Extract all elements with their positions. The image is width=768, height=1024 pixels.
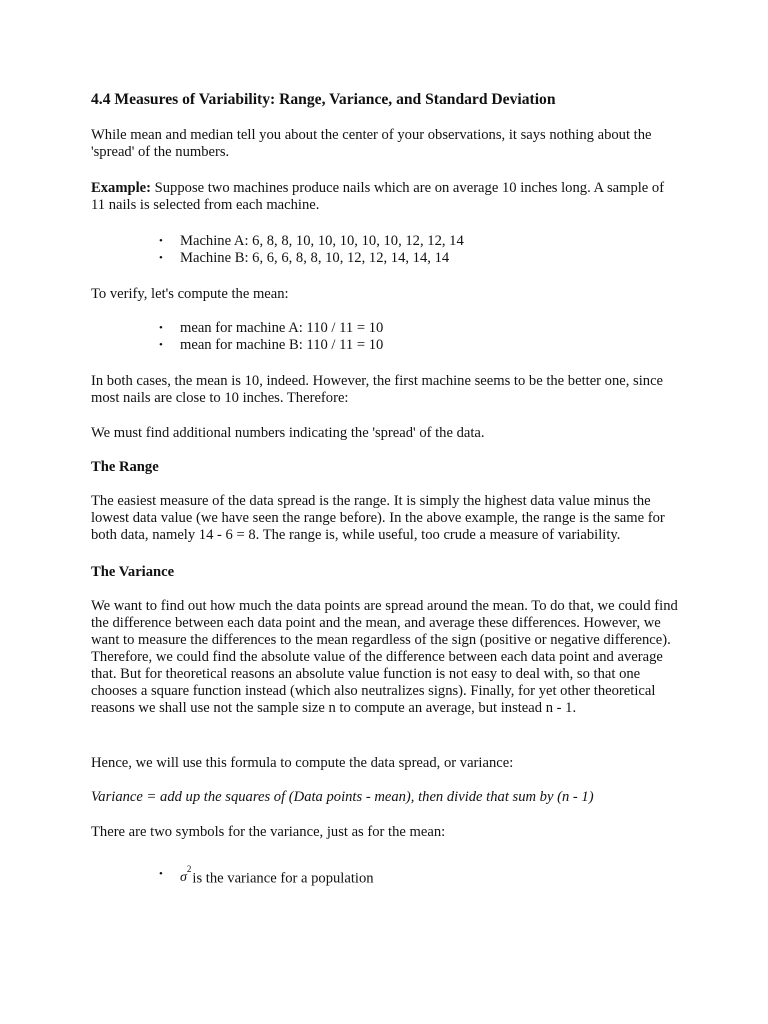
symbols-list [91, 864, 651, 887]
machine-b-text: Machine B: 6, 6, 6, 8, 8, 10, 12, 12, 14, 14, 14 [180, 250, 450, 266]
bullet-icon: • [159, 339, 163, 351]
example-label: Example: [91, 180, 151, 196]
machines-list [91, 233, 651, 267]
both-cases-paragraph: In both cases, the mean is 10, indeed. However, the first machine seems to be the better one, since most nails are close to 10 inches. Therefore: [91, 373, 664, 406]
variance-paragraph: We want to find out how much the data points are spread around the mean. To do that, we could find the difference between each data point and the mean, and average these differences. However, we want to measure the differences to the mean regardless of the sign (positive or negative difference). Therefore, we could find the absolute value of the difference between each data point and average that. But for theoretical reasons an absolute value function is not easy to deal with, so that one chooses a square function instead (which also neutralizes signs). Finally, for yet other theoretical reasons we shall use not the sample size n to compute an average, but instead n - 1. [91, 598, 678, 716]
verify-paragraph: To verify, let's compute the mean: [91, 286, 289, 302]
range-paragraph: The easiest measure of the data spread is the range. It is simply the highest data value minus the lowest data value (we have seen the range before). In the above example, the range is the same for both data, namely 14 - 6 = 8. The range is, while useful, too crude a measure of variability. [91, 493, 665, 543]
intro-paragraph: While mean and median tell you about the center of your observations, it says nothing about the 'spread' of the numbers. [91, 127, 652, 160]
sigma-exponent: 2 [186, 864, 192, 874]
means-list [91, 320, 651, 354]
list-item [91, 250, 651, 267]
hence-paragraph: Hence, we will use this formula to compute the data spread, or variance: [91, 755, 514, 771]
bullet-icon: • [159, 235, 163, 247]
population-variance-text: is the variance for a population [192, 870, 374, 887]
list-item [91, 337, 651, 354]
sigma-squared-symbol [180, 864, 192, 885]
symbols-intro-paragraph: There are two symbols for the variance, just as for the mean: [91, 824, 446, 840]
example-text: Suppose two machines produce nails which are on average 10 inches long. A sample of 11 nails is selected from each machine. [91, 180, 665, 213]
mean-b-text: mean for machine B: 110 / 11 = 10 [180, 337, 384, 353]
bullet-icon: • [159, 322, 163, 334]
machine-a-text: Machine A: 6, 8, 8, 10, 10, 10, 10, 10, 12, 12, 14 [180, 233, 464, 249]
list-item [91, 320, 651, 337]
example-paragraph [91, 180, 681, 214]
sigma-char: σ [180, 869, 187, 885]
page-title: 4.4 Measures of Variability: Range, Variance, and Standard Deviation [91, 91, 556, 108]
bullet-icon: • [159, 252, 163, 264]
variance-formula: Variance = add up the squares of (Data points - mean), then divide that sum by (n - 1) [91, 789, 594, 805]
must-find-paragraph: We must find additional numbers indicating the 'spread' of the data. [91, 425, 485, 441]
mean-a-text: mean for machine A: 110 / 11 = 10 [180, 320, 384, 336]
range-heading: The Range [91, 459, 159, 475]
list-item [91, 233, 651, 250]
bullet-icon: • [159, 868, 163, 880]
list-item [91, 864, 651, 887]
variance-heading: The Variance [91, 564, 175, 580]
